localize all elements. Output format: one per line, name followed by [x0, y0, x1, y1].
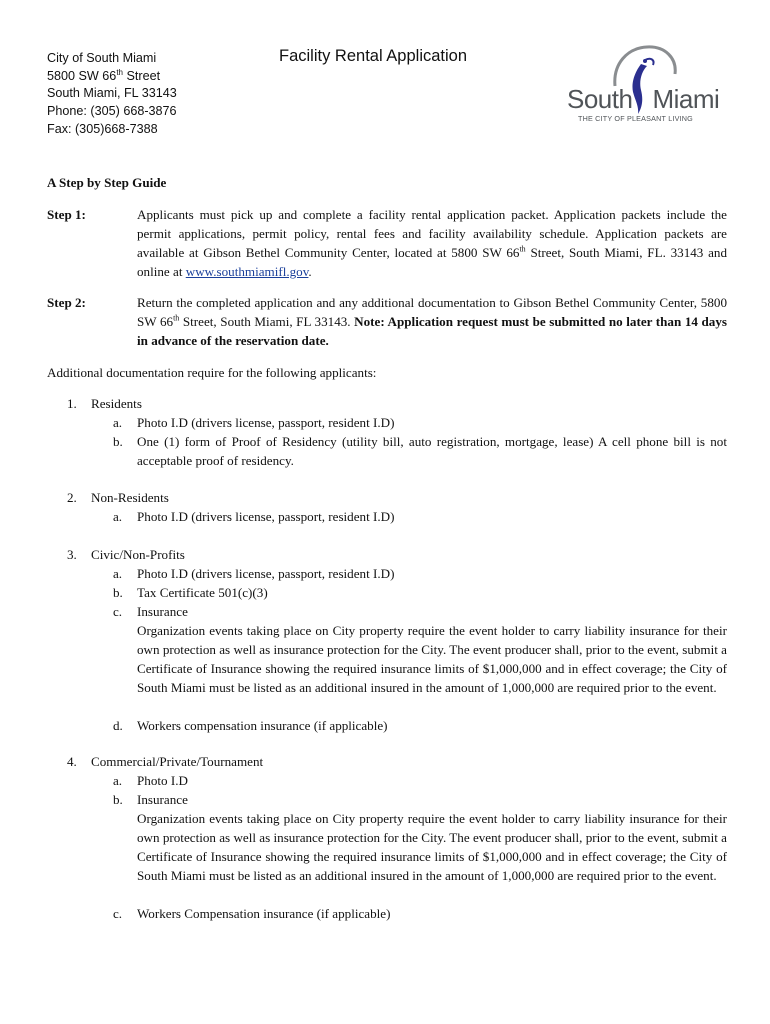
list-number: 2. — [67, 490, 77, 505]
address-line-phone: Phone: (305) 668-3876 — [47, 104, 177, 119]
list-title-residents: Residents — [91, 396, 142, 411]
list-title-commercial: Commercial/Private/Tournament — [91, 754, 264, 769]
list-item: Tax Certificate 501(c)(3) — [137, 585, 268, 600]
additional-docs-intro: Additional documentation require for the following applicants: — [47, 365, 377, 380]
address-line-fax: Fax: (305)668-7388 — [47, 121, 158, 136]
list-item: Photo I.D (drivers license, passport, resident I.D) — [137, 415, 395, 430]
step-2-label: Step 2: — [47, 295, 86, 310]
list-letter: b. — [113, 434, 123, 449]
list-item: Photo I.D (drivers license, passport, resident I.D) — [137, 509, 395, 524]
list-item: Workers compensation insurance (if applicable) — [137, 718, 388, 733]
logo-wordmark: South Miami — [567, 84, 720, 114]
list-item: Insurance — [137, 604, 188, 619]
step-1-text: Applicants must pick up and complete a facility rental application packet. Application packets include the permit applications, permit policy, rental fees and facility availability schedule. Application packets are available at Gibson Bethel Community Center, located at 5800 SW 66th Street, South Miami, FL. 33143 and online at www.southmiamifl.gov. — [137, 207, 727, 279]
city-address-block — [47, 50, 177, 139]
step-1-label: Step 1: — [47, 207, 86, 222]
list-item: Workers Compensation insurance (if applicable) — [137, 906, 391, 921]
list-number: 1. — [67, 396, 77, 411]
page-title: Facility Rental Application — [279, 47, 468, 65]
list-letter: c. — [113, 604, 123, 619]
list-title-non-residents: Non-Residents — [91, 490, 169, 505]
insurance-detail-civic: Organization events taking place on City property require the event holder to carry liability insurance for their own protection as well as insurance protection for the City. The event producer shall, prior to the event, submit a Certificate of Insurance showing the required insurance limits of $1,000,000 and in effect coverage; the City of South Miami must be listed as an additional insured in the amount of 1,000,000 are required prior to the event. — [137, 623, 727, 695]
step-2-text: Return the completed application and any additional documentation to Gibson Bethel Community Center, 5800 SW 66th Street, South Miami, FL 33143. Note: Application request must be submitted no later than 14 days in advance of the reservation date. — [137, 295, 727, 348]
step-2-note: Note: Application request must be submitted no later than 14 days in advance of the reservation date. — [137, 314, 727, 348]
website-link[interactable]: www.southmiamifl.gov — [185, 264, 309, 279]
address-line-city: City of South Miami — [47, 51, 157, 65]
list-letter: d. — [113, 718, 123, 733]
guide-heading: A Step by Step Guide — [47, 175, 167, 190]
address-line-street: 5800 SW 66th Street — [47, 67, 161, 83]
list-letter: a. — [113, 566, 123, 581]
list-letter: c. — [113, 906, 123, 921]
list-letter: b. — [113, 585, 123, 600]
logo-tagline: THE CITY OF PLEASANT LIVING — [578, 114, 693, 123]
insurance-detail-commercial: Organization events taking place on City property require the event holder to carry liability insurance for their own protection as well as insurance protection for the City. The event producer shall, prior to the event, submit a Certificate of Insurance showing the required insurance limits of $1,000,000 and in effect coverage; the City of South Miami must be listed as an additional insured in the amount of 1,000,000 are required prior to the event. — [137, 811, 727, 883]
address-line-city-state: South Miami, FL 33143 — [47, 86, 177, 101]
list-item: One (1) form of Proof of Residency (utility bill, auto registration, mortgage, lease) A cell phone bill is not acceptable proof of residency. — [137, 434, 727, 468]
list-letter: a. — [113, 415, 123, 430]
list-item: Insurance — [137, 792, 188, 807]
list-letter: a. — [113, 773, 123, 788]
south-miami-logo — [565, 40, 720, 126]
list-title-civic: Civic/Non-Profits — [91, 547, 185, 562]
list-number: 3. — [67, 547, 77, 562]
list-letter: b. — [113, 792, 123, 807]
list-item: Photo I.D (drivers license, passport, resident I.D) — [137, 566, 395, 581]
list-item: Photo I.D — [137, 773, 188, 788]
list-letter: a. — [113, 509, 123, 524]
list-number: 4. — [67, 754, 77, 769]
